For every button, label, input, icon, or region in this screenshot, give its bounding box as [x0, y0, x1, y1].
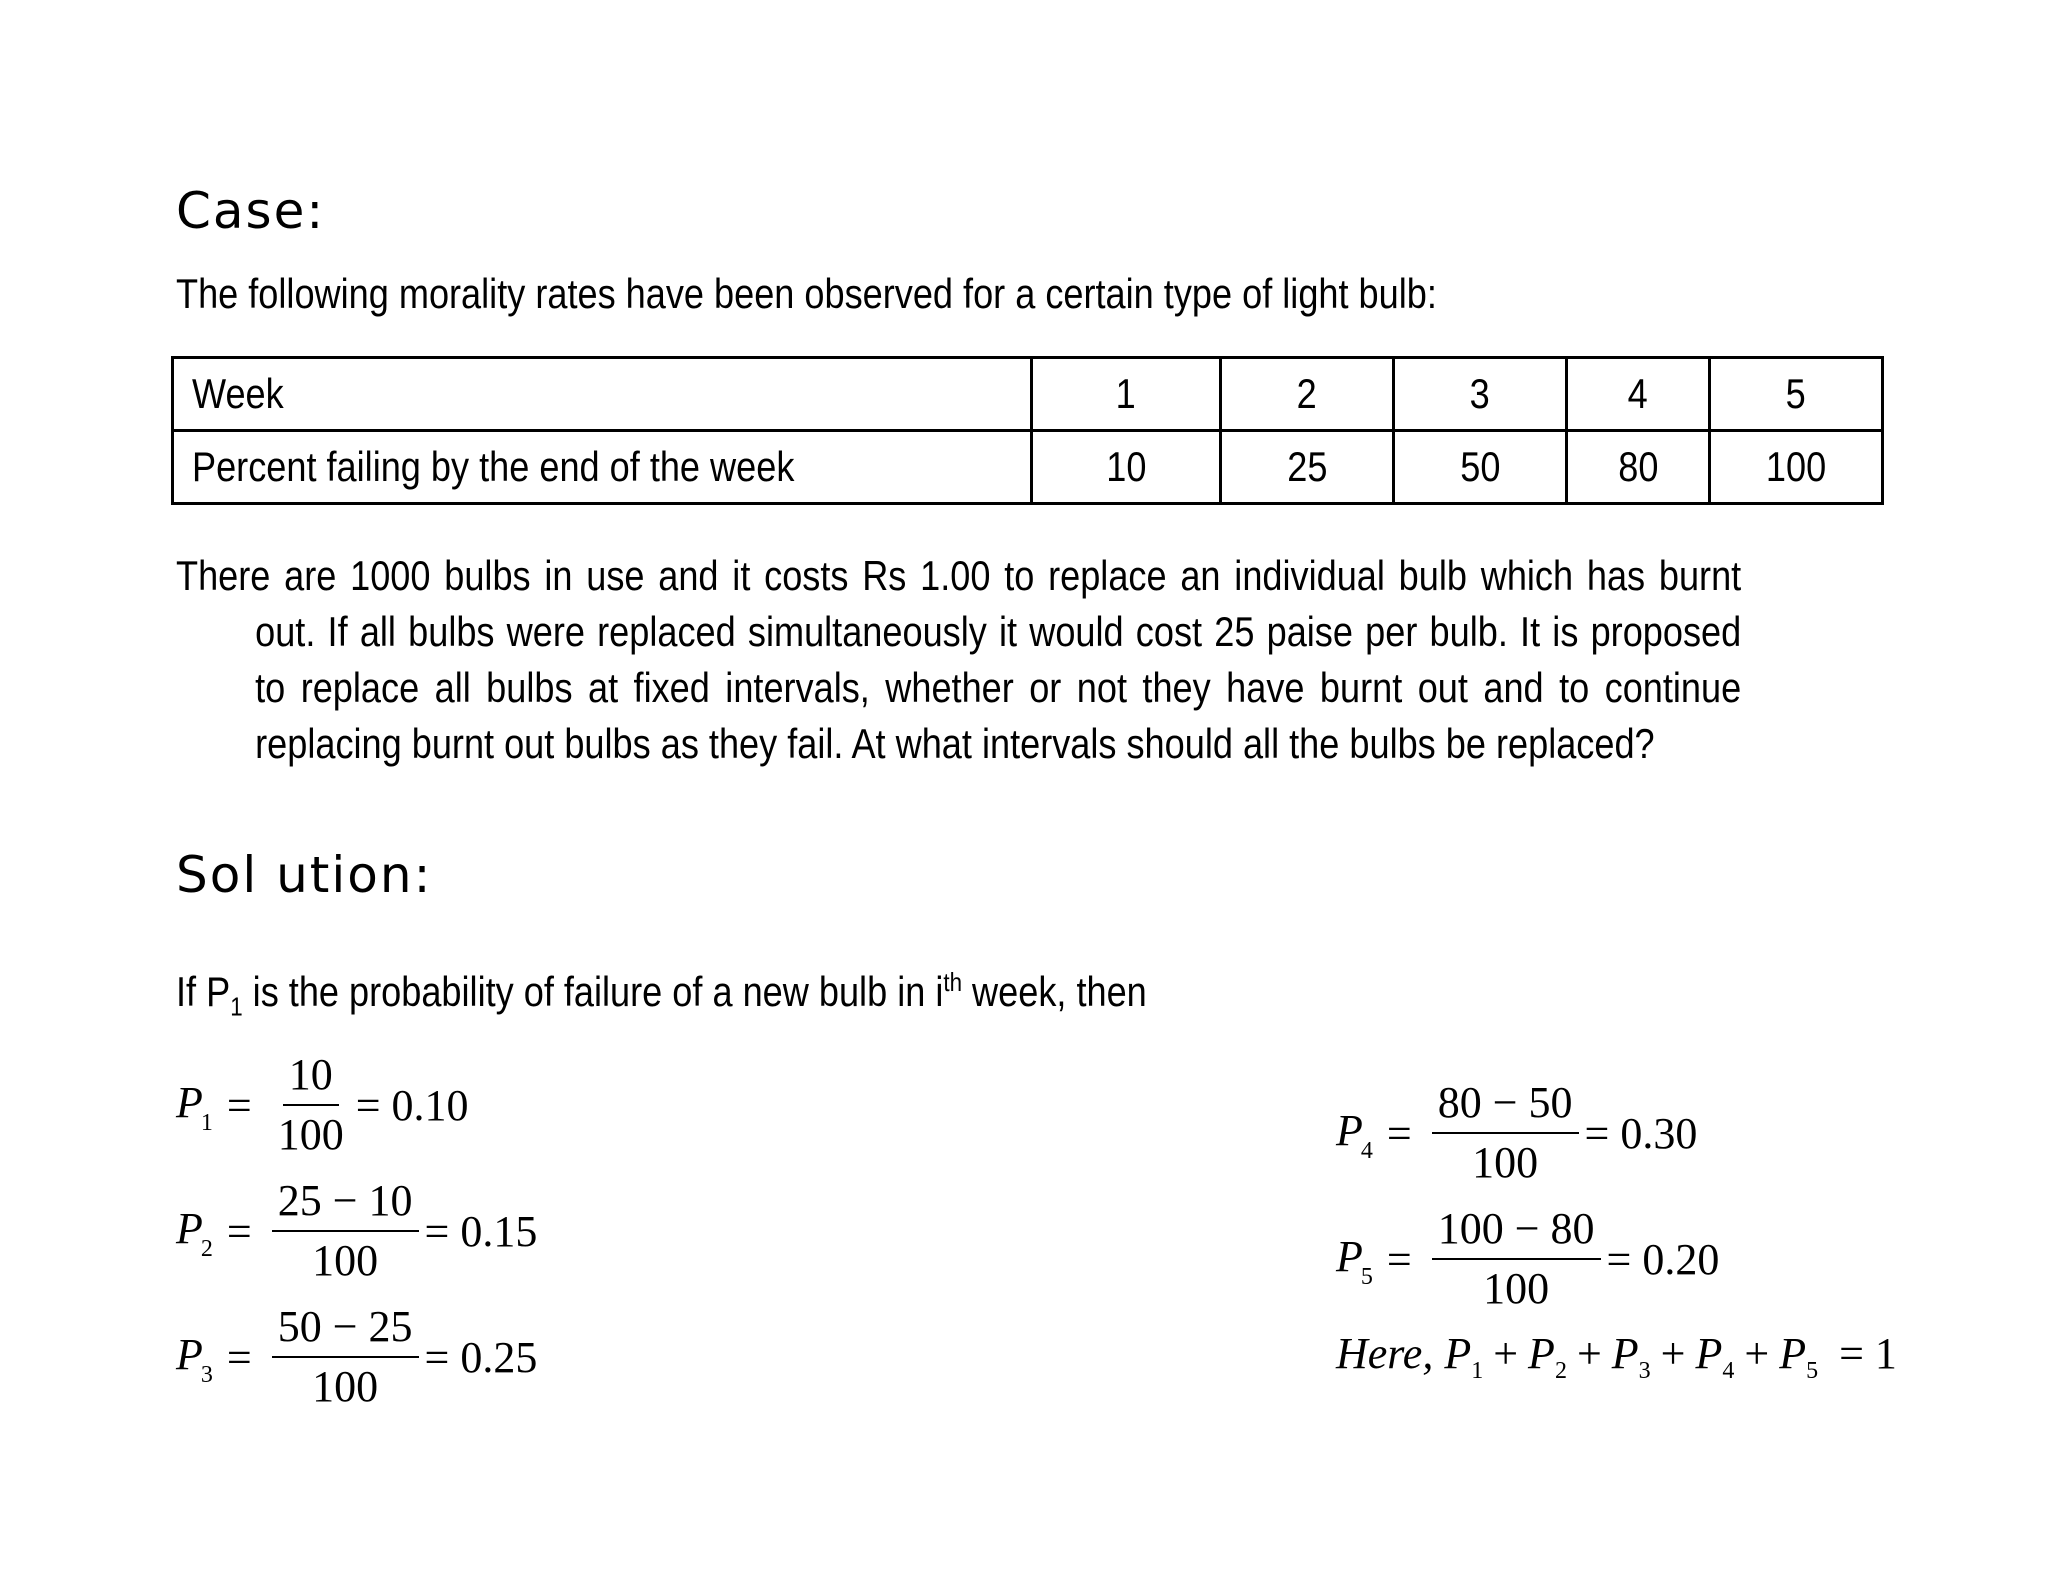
solution-heading: Sol ution: — [176, 846, 433, 904]
percent-cell: 80 — [1567, 431, 1710, 504]
case-heading: Case: — [176, 182, 326, 240]
mortality-table — [171, 356, 1884, 505]
week-cell: 5 — [1710, 358, 1883, 431]
row-label-percent: Percent failing by the end of the week — [173, 431, 1032, 504]
week-row — [173, 358, 1883, 431]
percent-cell: 50 — [1394, 431, 1567, 504]
week-cell: 3 — [1394, 358, 1567, 431]
equation-p4: $P_4$ = $\frac{80 - 50}{100}$ = 0.30 — [1336, 1078, 1698, 1187]
intro-text: The following morality rates have been observed for a certain type of light bulb: — [176, 270, 1437, 317]
equation-p1: $P_1$ = $\frac{10}{100}$ = 0.10 — [176, 1050, 469, 1159]
week-cell: 1 — [1032, 358, 1221, 431]
probability-sum: Here, $P_1 + P_2 + P_3 + P_4 + P_5 = 1$ — [1336, 1329, 1897, 1384]
equation-p2: $P_2$ = $\frac{25 - 10}{100}$ = 0.15 — [176, 1176, 538, 1285]
equation-p5: $P_5$ = $\frac{100 - 80}{100}$ = 0.20 — [1336, 1204, 1720, 1313]
probability-definition: If $P_1$ is the probability of failure of a new bulb in $i^{th}$ week, then — [176, 967, 1147, 1022]
problem-text: There are 1000 bulbs in use and it costs Rs 1.00 to replace an individual bulb which has burnt out. If all bulbs were replaced simultaneously it would cost 25 paise per bulb. It is proposed to replace all bulbs at fixed intervals, whether or not they have burnt out and to continue replacing burnt out bulbs as they fail. At what intervals should all the bulbs be replaced? — [176, 552, 1742, 767]
equation-p3: $P_3$ = $\frac{50 - 25}{100}$ = 0.25 — [176, 1302, 538, 1411]
percent-cell: 10 — [1032, 431, 1221, 504]
percent-cell: 25 — [1221, 431, 1394, 504]
percent-cell: 100 — [1710, 431, 1883, 504]
week-cell: 4 — [1567, 358, 1710, 431]
week-cell: 2 — [1221, 358, 1394, 431]
percent-row — [173, 431, 1883, 504]
row-label-week: Week — [173, 358, 1032, 431]
